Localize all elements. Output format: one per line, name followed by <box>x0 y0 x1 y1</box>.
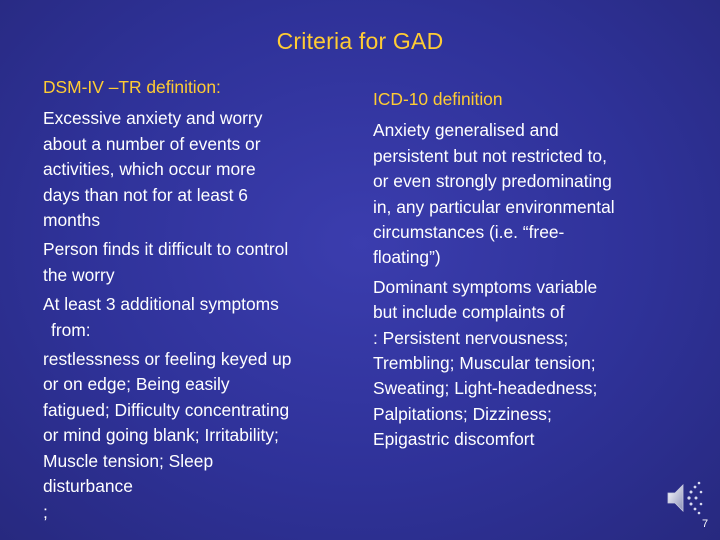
dsm-heading: DSM-IV –TR definition: <box>43 77 221 97</box>
text-line: Epigastric discomfort <box>373 429 535 450</box>
dsm-paragraph-3 <box>43 292 353 343</box>
text-line: activities, which occur more <box>43 159 256 180</box>
text-line: Trembling; Muscular tension; <box>373 353 596 374</box>
text-line: Person finds it difficult to control <box>43 239 289 260</box>
icd-heading: ICD-10 definition <box>373 89 503 109</box>
text-line: ; <box>43 501 48 522</box>
icd-paragraph-2 <box>373 275 673 453</box>
slide-title: Criteria for GAD <box>276 28 444 54</box>
text-line: Sweating; Light-headedness; <box>373 378 598 399</box>
dsm-column <box>43 75 353 525</box>
text-line: days than not for at least 6 <box>43 184 248 205</box>
text-line: or even strongly predominating <box>373 171 612 192</box>
text-line: At least 3 additional symptoms <box>43 294 279 315</box>
text-line: circumstances (i.e. “free- <box>373 222 565 243</box>
text-line: Anxiety generalised and <box>373 120 559 141</box>
dsm-paragraph-2 <box>43 237 353 288</box>
text-line: the worry <box>43 264 115 285</box>
text-line: Dominant symptoms variable <box>373 276 598 297</box>
text-line: months <box>43 210 101 231</box>
text-line: but include complaints of <box>373 302 565 323</box>
text-line: Muscle tension; Sleep <box>43 450 214 471</box>
dsm-paragraph-1 <box>43 106 353 233</box>
text-line: Excessive anxiety and worry <box>43 108 263 129</box>
text-line: fatigued; Difficulty concentrating <box>43 399 290 420</box>
text-line: in, any particular environmental <box>373 196 615 217</box>
text-line: from: <box>51 319 91 340</box>
text-line: : Persistent nervousness; <box>373 327 569 348</box>
icd-paragraph-1 <box>373 118 673 270</box>
text-line: restlessness or feeling keyed up <box>43 349 292 370</box>
icd-column <box>373 87 673 453</box>
text-line: persistent but not restricted to, <box>373 145 607 166</box>
text-line: disturbance <box>43 476 133 497</box>
text-line: floating”) <box>373 247 441 268</box>
dsm-paragraph-4 <box>43 347 353 525</box>
page-number: 7 <box>702 518 709 530</box>
text-line: about a number of events or <box>43 133 261 154</box>
speaker-icon[interactable] <box>664 478 704 518</box>
text-line: or mind going blank; Irritability; <box>43 425 279 446</box>
text-line: or on edge; Being easily <box>43 374 230 395</box>
text-line: Palpitations; Dizziness; <box>373 403 552 424</box>
